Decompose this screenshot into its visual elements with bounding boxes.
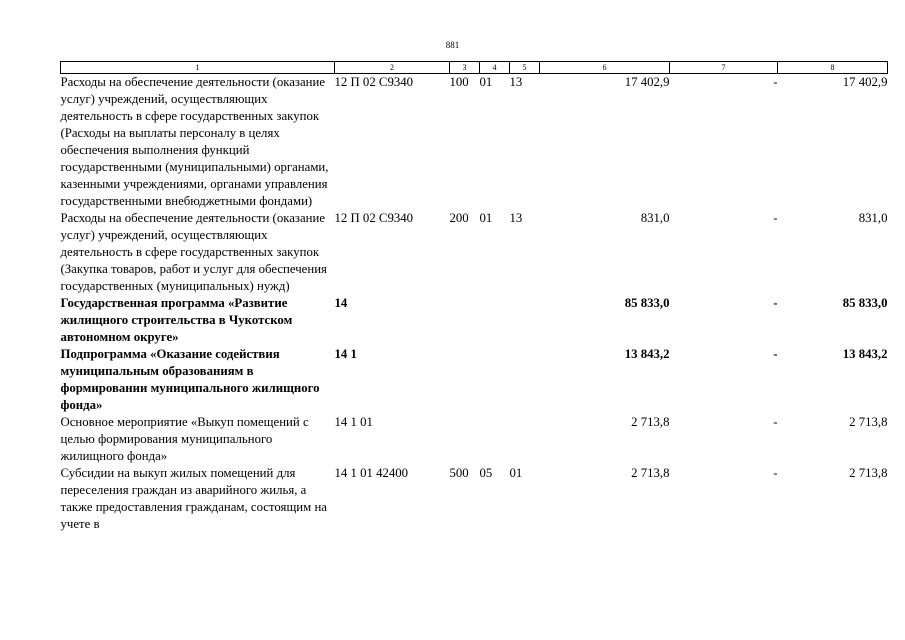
- row-col3: [450, 346, 480, 414]
- row-code: 14 1: [334, 347, 357, 361]
- page-number: 881: [445, 40, 460, 50]
- row-name: Расходы на обеспечение деятельности (оказание услуг) учреждений, осуществляющих деятельность в сфере государственных закупок (Расходы на выплаты персоналу в целях обеспечения выполнения функций государственными (муниципальными) органами, казенными учреждениями, органами управления государственными внебюджетными фондами): [60, 75, 329, 208]
- row-col8: 2 713,8: [849, 466, 888, 480]
- row-col6: 85 833,0: [624, 296, 670, 310]
- budget-table: [60, 61, 888, 533]
- table-row: [61, 465, 888, 533]
- row-col4: [480, 346, 510, 414]
- row-name: Субсидии на выкуп жилых помещений для переселения граждан из аварийного жилья, а также предоставления гражданам, состоящим на учете в: [60, 466, 327, 531]
- col-header-1: 1: [61, 62, 335, 74]
- row-col5: 13: [509, 75, 523, 89]
- table-row: [61, 295, 888, 346]
- row-col5: 13: [509, 211, 523, 225]
- row-col6: 831,0: [640, 211, 670, 225]
- col-header-7: 7: [670, 62, 778, 74]
- row-col8: 85 833,0: [842, 296, 888, 310]
- row-name: Расходы на обеспечение деятельности (оказание услуг) учреждений, осуществляющих деятельность в сфере государственных закупок (Закупка товаров, работ и услуг для обеспечения государственных (муниципальных) нужд): [60, 211, 327, 293]
- row-col3: [450, 414, 480, 465]
- col-header-5: 5: [510, 62, 540, 74]
- row-name: Подпрограмма «Оказание содействия муниципальным образованиям в формировании муниципального жилищного фонда»: [60, 347, 320, 412]
- row-code: 14 1 01 42400: [334, 466, 409, 480]
- row-col3: 200: [449, 211, 469, 225]
- row-col4: 05: [479, 466, 493, 480]
- row-col8: 17 402,9: [842, 75, 888, 89]
- col-header-4: 4: [480, 62, 510, 74]
- row-code: 14: [334, 296, 348, 310]
- row-col3: [450, 295, 480, 346]
- row-col5: [510, 414, 540, 465]
- row-code: 12 П 02 С9340: [334, 75, 414, 89]
- row-col8: 13 843,2: [842, 347, 888, 361]
- col-header-6: 6: [540, 62, 670, 74]
- row-code: 12 П 02 С9340: [334, 211, 414, 225]
- table-row: [61, 346, 888, 414]
- column-number-header: [61, 62, 888, 74]
- row-col6: 17 402,9: [624, 75, 670, 89]
- row-name: Основное мероприятие «Выкуп помещений с целью формирования муниципального жилищного фонда»: [60, 415, 309, 463]
- row-col3: 500: [449, 466, 469, 480]
- col-header-3: 3: [450, 62, 480, 74]
- row-col7: -: [773, 466, 778, 480]
- row-col4: [480, 414, 510, 465]
- table-row: [61, 74, 888, 211]
- row-col4: 01: [479, 211, 493, 225]
- row-col6: 2 713,8: [631, 415, 670, 429]
- row-col6: 13 843,2: [624, 347, 670, 361]
- row-code: 14 1 01: [334, 415, 373, 429]
- col-header-8: 8: [778, 62, 888, 74]
- row-col5: 01: [509, 466, 523, 480]
- row-col7: -: [773, 211, 778, 225]
- row-col8: 2 713,8: [849, 415, 888, 429]
- row-col4: [480, 295, 510, 346]
- row-col7: -: [773, 296, 778, 310]
- row-col3: 100: [449, 75, 469, 89]
- row-name: Государственная программа «Развитие жилищного строительства в Чукотском автономном округе»: [60, 296, 293, 344]
- row-col7: -: [773, 415, 778, 429]
- col-header-2: 2: [335, 62, 450, 74]
- row-col6: 2 713,8: [631, 466, 670, 480]
- row-col5: [510, 295, 540, 346]
- table-row: [61, 414, 888, 465]
- row-col4: 01: [479, 75, 493, 89]
- row-col7: -: [773, 347, 778, 361]
- row-col8: 831,0: [858, 211, 888, 225]
- row-col7: -: [773, 75, 778, 89]
- row-col5: [510, 346, 540, 414]
- table-row: [61, 210, 888, 295]
